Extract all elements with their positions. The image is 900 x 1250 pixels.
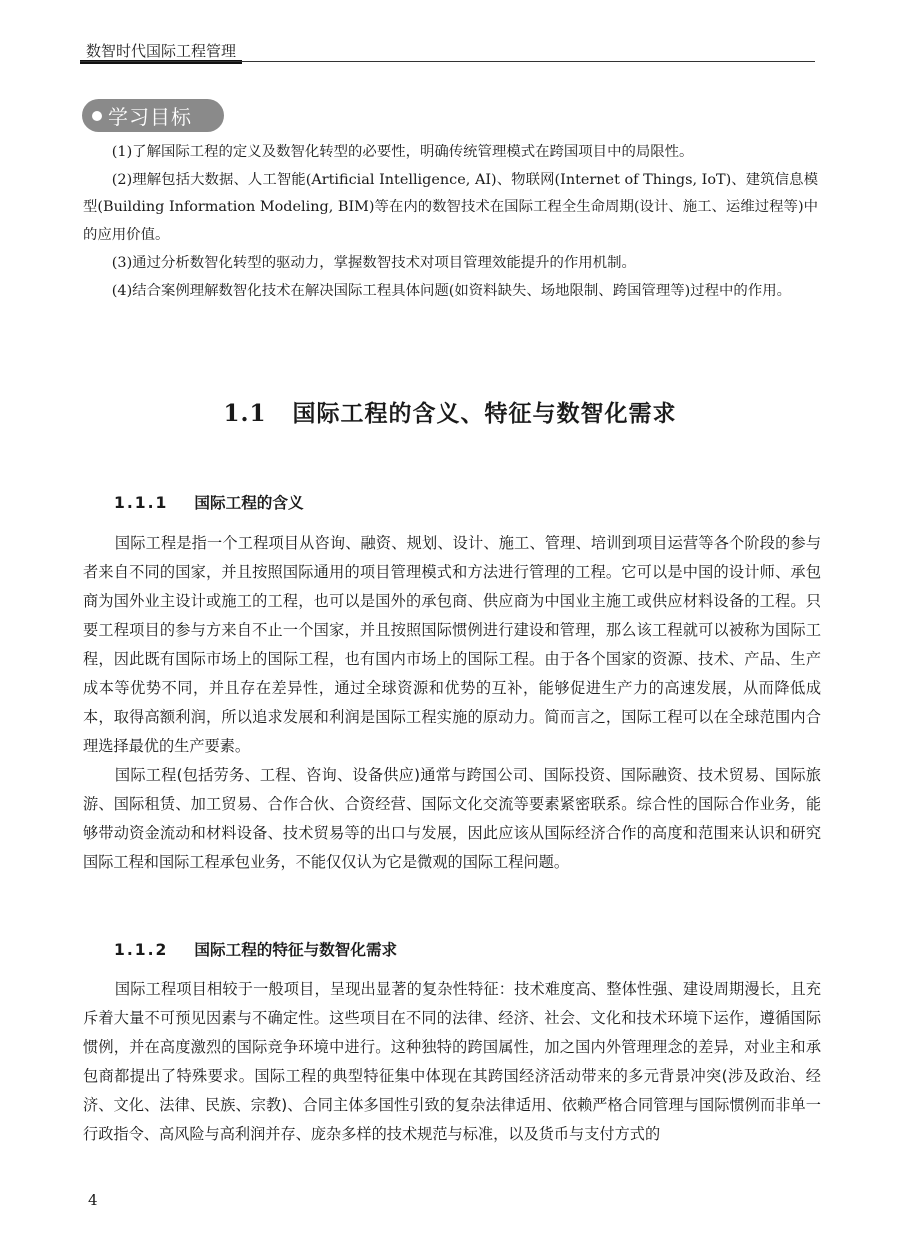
- learning-goal-item: (3)通过分析数智化转型的驱动力，掌握数智技术对项目管理效能提升的作用机制。: [111, 254, 636, 271]
- learning-goals-list: [83, 139, 818, 305]
- subsection-heading: [114, 491, 304, 513]
- bullet-dot-icon: [92, 111, 102, 121]
- running-header-title: 数智时代国际工程管理: [86, 42, 237, 60]
- subsection-heading: [114, 938, 397, 960]
- learning-goal-item: (1)了解国际工程的定义及数智化转型的必要性，明确传统管理模式在跨国项目中的局限性。: [111, 144, 694, 160]
- page-number: 4: [88, 1191, 98, 1209]
- body-paragraph: 国际工程(包括劳务、工程、咨询、设备供应)通常与跨国公司、国际投资、国际融资、技术贸易、国际旅游、国际租赁、加工贸易、合作合伙、合资经营、国际文化交流等要素紧密联系。综合性的国际合作业务，能够带动资金流动和材料设备、技术贸易等的出口与发展，因此应该从国际经济合作的高度和范围来认识和研究国际工程和国际工程承包业务，不能仅仅认为它是微观的国际工程问题。: [83, 766, 821, 871]
- subsection-body: [83, 529, 821, 877]
- subsection-number: 1.1.2: [114, 941, 169, 959]
- body-paragraph: 国际工程项目相较于一般项目，呈现出显著的复杂性特征：技术难度高、整体性强、建设周期漫长，且充斥着大量不可预见因素与不确定性。这些项目在不同的法律、经济、社会、文化和技术环境下运作，遵循国际惯例，并在高度激烈的国际竞争环境中进行。这种独特的跨国属性，加之国内外管理理念的差异，对业主和承包商都提出了特殊要求。国际工程的典型特征集中体现在其跨国经济活动带来的多元背景冲突(涉及政治、经济、文化、法律、民族、宗教)、合同主体多国性引致的复杂法律适用、依赖严格合同管理与国际惯例而非单一行政指令、高风险与高利润并存、庞杂多样的技术规范与标准，以及货币与支付方式的: [83, 980, 821, 1143]
- subsection-title: 国际工程的特征与数智化需求: [194, 941, 398, 959]
- section-heading: [0, 395, 900, 428]
- learning-goal-item: (2)理解包括大数据、人工智能(Artificial Intelligence, AI)、物联网(Internet of Things, IoT)、建筑信息模型(Building Information Modeling, BIM)等在内的数智技术在国际工程全生命周期(设计、施工、运维过程等)中的应用价值。: [83, 171, 818, 244]
- subsection-title: 国际工程的含义: [194, 494, 304, 512]
- learning-goals-label: 学习目标: [108, 105, 192, 129]
- section-title: 国际工程的含义、特征与数智化需求: [292, 400, 677, 427]
- section-number: 1.1: [223, 400, 267, 427]
- header-rule: [80, 61, 815, 62]
- body-paragraph: 国际工程是指一个工程项目从咨询、融资、规划、设计、施工、管理、培训到项目运营等各个阶段的参与者来自不同的国家，并且按照国际通用的项目管理模式和方法进行管理的工程。它可以是中国的设计师、承包商为国外业主设计或施工的工程，也可以是国外的承包商、供应商为中国业主施工或供应材料设备的工程。只要工程项目的参与方来自不止一个国家，并且按照国际惯例进行建设和管理，那么该工程就可以被称为国际工程，因此既有国际市场上的国际工程，也有国内市场上的国际工程。由于各个国家的资源、技术、产品、生产成本等优势不同，并且存在差异性，通过全球资源和优势的互补，能够促进生产力的高速发展，从而降低成本，取得高额利润，所以追求发展和利润是国际工程实施的原动力。简而言之，国际工程可以在全球范围内合理选择最优的生产要素。: [83, 534, 821, 755]
- learning-goals-badge: [82, 99, 224, 132]
- subsection-number: 1.1.1: [114, 494, 169, 512]
- learning-goal-item: (4)结合案例理解数智化技术在解决国际工程具体问题(如资料缺失、场地限制、跨国管理等)过程中的作用。: [111, 282, 791, 299]
- subsection-body: [83, 975, 821, 1149]
